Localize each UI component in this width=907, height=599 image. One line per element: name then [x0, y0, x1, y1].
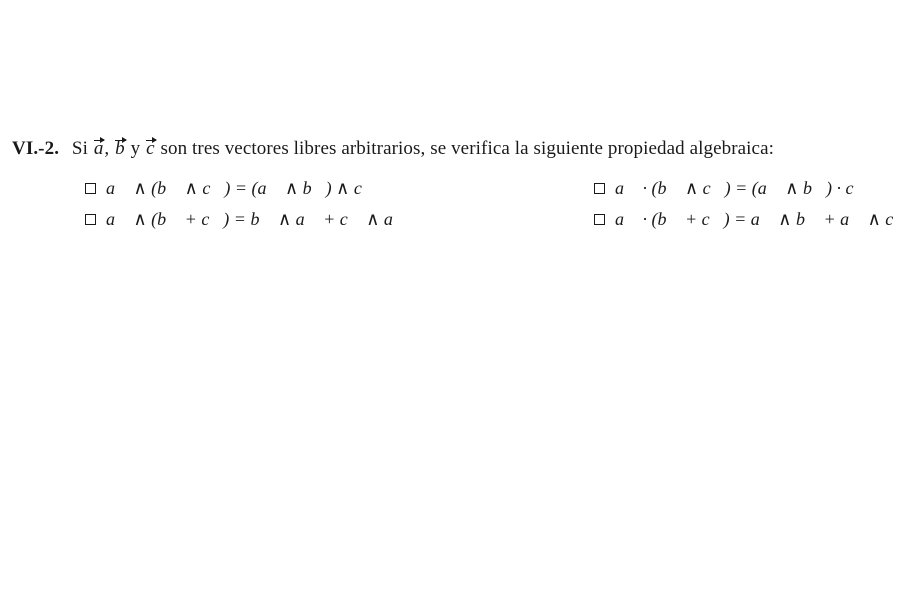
- option-b[interactable]: [594, 178, 867, 199]
- question-comma: ,: [104, 138, 110, 159]
- option-d-checkbox[interactable]: [594, 214, 605, 225]
- option-c-formula: a⃗ ∧ (b⃗ + c⃗) = b⃗ ∧ a⃗ + c⃗ ∧ a⃗: [106, 209, 407, 229]
- option-a[interactable]: [85, 178, 376, 199]
- option-c-checkbox[interactable]: [85, 214, 96, 225]
- question-number: VI.-2.: [12, 138, 60, 159]
- option-d[interactable]: [594, 209, 907, 230]
- option-b-formula: a⃗ · (b⃗ ∧ c⃗) = (a⃗ ∧ b⃗) · c⃗: [615, 178, 868, 198]
- vector-a-symbol: a: [93, 138, 104, 159]
- vector-b-symbol: b: [115, 138, 125, 159]
- option-a-checkbox[interactable]: [85, 183, 96, 194]
- question-conjunction: y: [130, 138, 141, 159]
- option-a-formula: a⃗ ∧ (b⃗ ∧ c⃗) = (a⃗ ∧ b⃗) ∧ c⃗: [106, 178, 376, 198]
- question-statement: [12, 138, 774, 160]
- question-rest: son tres vectores libres arbitrarios, se verifica la siguiente propiedad algebraica:: [160, 138, 774, 159]
- option-c[interactable]: [85, 209, 407, 230]
- option-b-checkbox[interactable]: [594, 183, 605, 194]
- option-d-formula: a⃗ · (b⃗ + c⃗) = a⃗ ∧ b⃗ + a⃗ ∧ c⃗: [615, 209, 907, 229]
- question-prefix: Si: [71, 138, 88, 159]
- vector-c-symbol: c: [146, 138, 155, 159]
